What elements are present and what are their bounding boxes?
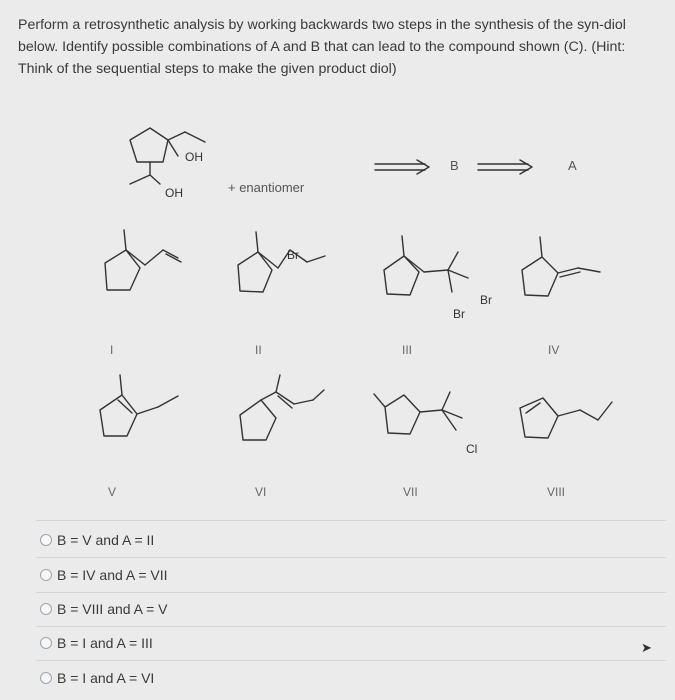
radio-option-5[interactable] [40, 672, 52, 684]
divider [36, 592, 666, 593]
label-I: I [110, 343, 114, 357]
br-label-II: Br [287, 248, 299, 262]
question-line-1: Perform a retrosynthetic analysis by working backwards two steps in the synthesis of the syn-diol [18, 17, 626, 33]
option-5-label: B = I and A = VI [57, 670, 155, 686]
divider [36, 626, 666, 627]
radio-option-4[interactable] [40, 637, 52, 649]
option-3-label: B = VIII and A = V [57, 601, 168, 617]
label-VII: VII [403, 485, 418, 499]
cl-label-VII: Cl [466, 442, 478, 456]
label-VIII: VIII [547, 485, 566, 499]
radio-option-1[interactable] [40, 534, 52, 546]
divider [36, 557, 666, 558]
label-II: II [255, 343, 262, 357]
reagent-a-label: A [568, 158, 577, 173]
mouse-cursor-icon: ➤ [641, 640, 652, 655]
oh-label-top: OH [185, 150, 203, 164]
option-1[interactable] [40, 529, 154, 551]
radio-option-3[interactable] [40, 603, 52, 615]
option-2[interactable] [40, 564, 168, 586]
question-line-3: Think of the sequential steps to make the given product diol) [18, 61, 397, 77]
label-IV: IV [548, 343, 560, 357]
label-V: V [108, 485, 117, 499]
oh-label-bottom: OH [165, 186, 183, 200]
divider [36, 660, 666, 661]
option-3[interactable] [40, 598, 168, 620]
structure-VIII [520, 398, 612, 438]
structure-V [100, 375, 178, 436]
option-4-label: B = I and A = III [57, 635, 153, 651]
structure-III [384, 236, 468, 295]
divider [36, 520, 666, 521]
reagent-b-label: B [450, 158, 459, 173]
structure-I [105, 230, 181, 290]
option-4[interactable] [40, 632, 153, 654]
reaction-figure [0, 100, 675, 520]
option-1-label: B = V and A = II [57, 532, 155, 548]
option-2-label: B = IV and A = VII [57, 567, 168, 583]
question-text [18, 14, 668, 80]
structure-IV [522, 237, 600, 296]
radio-option-2[interactable] [40, 569, 52, 581]
question-line-2: below. Identify possible combinations of A and B that can lead to the compound shown (C). (Hint: [18, 39, 626, 55]
structure-II [238, 232, 325, 292]
br-label-III-2: Br [453, 307, 465, 321]
label-III: III [402, 343, 413, 357]
enantiomer-label: + enantiomer [228, 180, 305, 195]
label-VI: VI [255, 485, 267, 499]
option-5[interactable] [40, 667, 154, 689]
retro-arrow-2 [478, 160, 532, 174]
structure-VI [240, 375, 324, 440]
retro-arrow-1 [375, 160, 429, 174]
structure-VII [374, 392, 462, 434]
br-label-III-1: Br [480, 293, 492, 307]
